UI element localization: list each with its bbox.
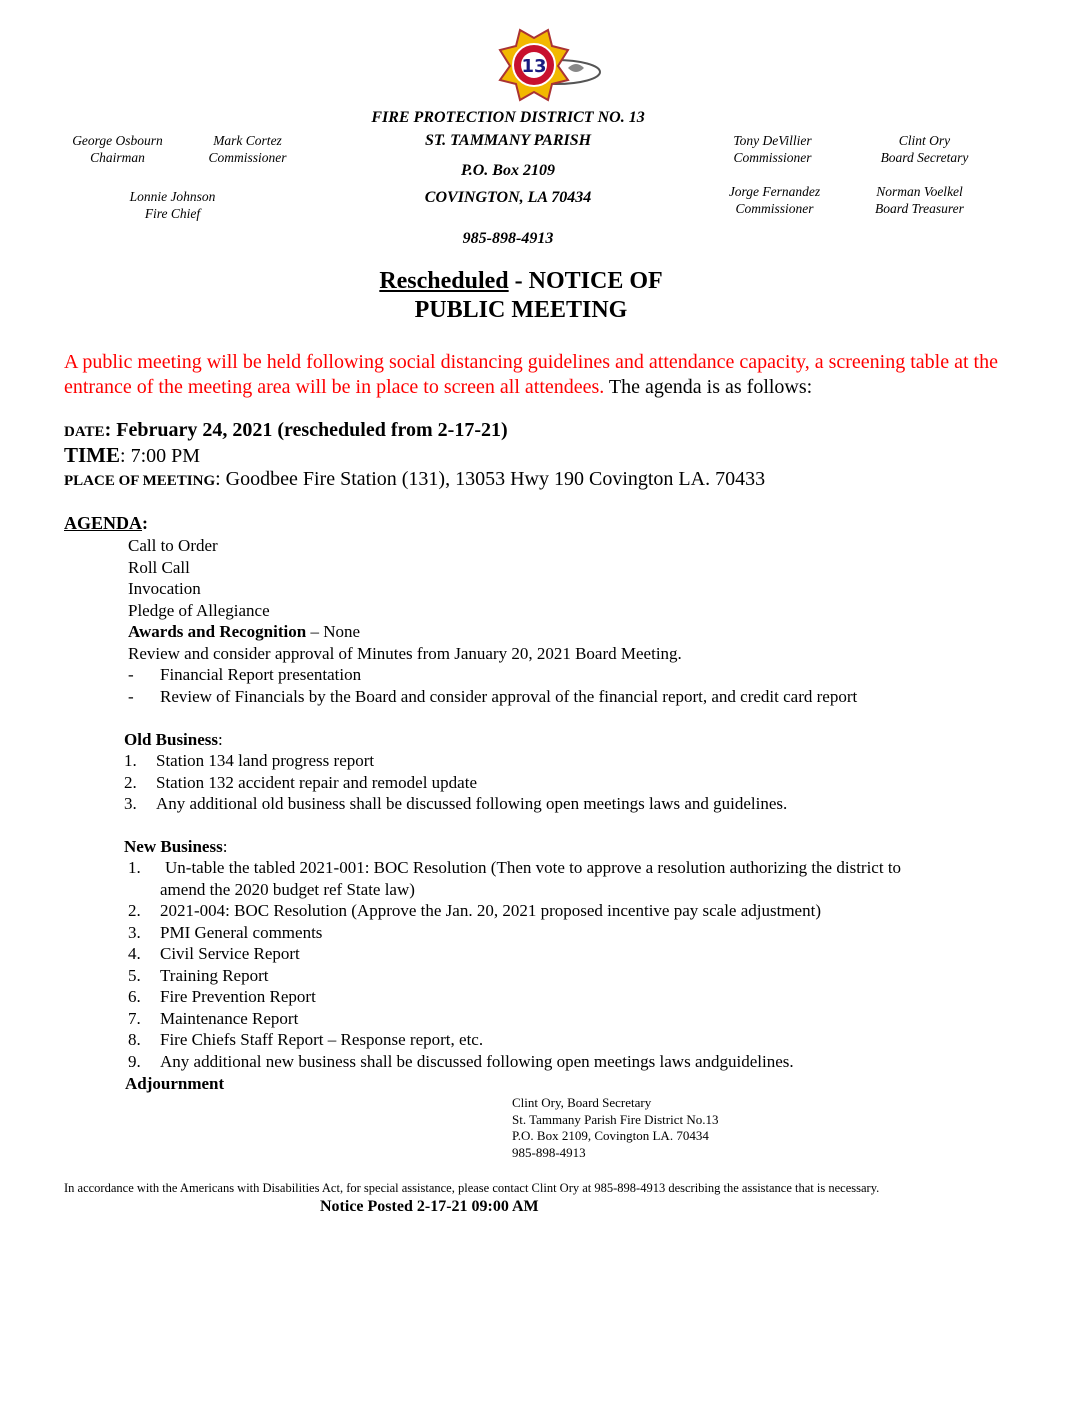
agenda-item: Pledge of Allegiance	[128, 600, 270, 620]
list-item: 2. Station 132 accident repair and remodel update	[124, 772, 477, 792]
old-business-heading: Old Business:	[124, 730, 223, 749]
new-business-heading: New Business:	[124, 837, 228, 856]
list-item: 6. Fire Prevention Report	[128, 987, 316, 1006]
notice-posted: Notice Posted 2-17-21 09:00 AM	[320, 1198, 539, 1215]
signature-block: Clint Ory, Board Secretary St. Tammany Parish Fire District No.13 P.O. Box 2109, Covington LA. 70434 985-898-4913	[512, 1095, 719, 1160]
list-item: 1. Un-table the tabled 2021-001: BOC Resolution (Then vote to approve a resolution authorizing the district to	[128, 858, 902, 877]
financial-list	[128, 664, 857, 707]
district-phone: 985-898-4913	[462, 230, 554, 247]
rescheduled-label: Rescheduled	[379, 268, 509, 294]
agenda-item: Call to Order	[128, 536, 218, 555]
po-box: P.O. Box 2109	[461, 162, 555, 179]
financial-item: - Review of Financials by the Board and consider approval of the financial report, and credit card report	[128, 686, 858, 706]
ada-notice: In accordance with the Americans with Disabilities Act, for special assistance, please contact Clint Ory at 985-898-4913 describing the assistance that is necessary.	[64, 1181, 880, 1195]
intro-paragraph	[64, 350, 1024, 400]
new-business-list	[128, 857, 901, 1072]
meeting-date: DATE: February 24, 2021 (rescheduled from 2-17-21)	[64, 419, 508, 441]
list-item: 2. 2021-004: BOC Resolution (Approve the Jan. 20, 2021 proposed incentive pay scale adjustment)	[128, 901, 821, 920]
list-item: 3. PMI General comments	[128, 922, 323, 942]
list-item: 1. Station 134 land progress report	[124, 751, 375, 770]
district-logo	[482, 28, 606, 104]
official-board-treasurer: Norman Voelkel Board Treasurer	[875, 184, 964, 216]
notice-title: Rescheduled - NOTICE OF PUBLIC MEETING	[379, 268, 663, 323]
official-commissioner-fernandez: Jorge Fernandez Commissioner	[728, 184, 821, 216]
official-commissioner-cortez: Mark Cortez Commissioner	[208, 133, 287, 165]
official-chairman: George Osbourn Chairman	[72, 133, 163, 165]
city-address: COVINGTON, LA 70434	[424, 189, 592, 206]
list-item: 5. Training Report	[128, 965, 269, 985]
fire-badge-icon	[482, 28, 606, 104]
list-item-continuation: amend the 2020 budget ref State law)	[160, 879, 415, 899]
list-item: 3. Any additional old business shall be discussed following open meetings laws and guidelines.	[124, 794, 788, 813]
parish-name: ST. TAMMANY PARISH	[424, 132, 592, 149]
awards-item: Awards and Recognition – None	[128, 622, 361, 641]
meeting-time: TIME: 7:00 PM	[64, 443, 201, 467]
agenda-heading: AGENDA:	[64, 513, 149, 533]
old-business-list	[124, 750, 787, 815]
agenda-item: Roll Call	[128, 557, 190, 577]
district-name: FIRE PROTECTION DISTRICT NO. 13	[371, 109, 645, 126]
list-item: 7. Maintenance Report	[128, 1008, 299, 1028]
agenda-item: Invocation	[128, 579, 201, 598]
svg-text:13: 13	[521, 56, 547, 77]
list-item: 8. Fire Chiefs Staff Report – Response report, etc.	[128, 1030, 484, 1049]
meeting-place: PLACE OF MEETING: Goodbee Fire Station (131), 13053 Hwy 190 Covington LA. 70433	[64, 468, 766, 490]
list-item: 4. Civil Service Report	[128, 944, 300, 963]
adjournment: Adjournment	[125, 1074, 225, 1093]
official-commissioner-devillier: Tony DeVillier Commissioner	[733, 133, 812, 165]
financial-item: - Financial Report presentation	[128, 665, 362, 684]
intro-red-text: A public meeting will be held following social distancing guidelines and attendance capacity, a screening table at the entrance of the meeting area will be in place to screen all attendees.	[64, 351, 998, 398]
minutes-item: Review and consider approval of Minutes from January 20, 2021 Board Meeting.	[128, 643, 682, 663]
official-board-secretary: Clint Ory Board Secretary	[880, 133, 969, 165]
intro-agenda-text: The agenda is as follows:	[604, 376, 813, 398]
list-item: 9. Any additional new business shall be discussed following open meetings laws andguidelines.	[128, 1051, 794, 1071]
official-fire-chief: Lonnie Johnson Fire Chief	[129, 189, 216, 221]
agenda-list	[128, 535, 682, 664]
